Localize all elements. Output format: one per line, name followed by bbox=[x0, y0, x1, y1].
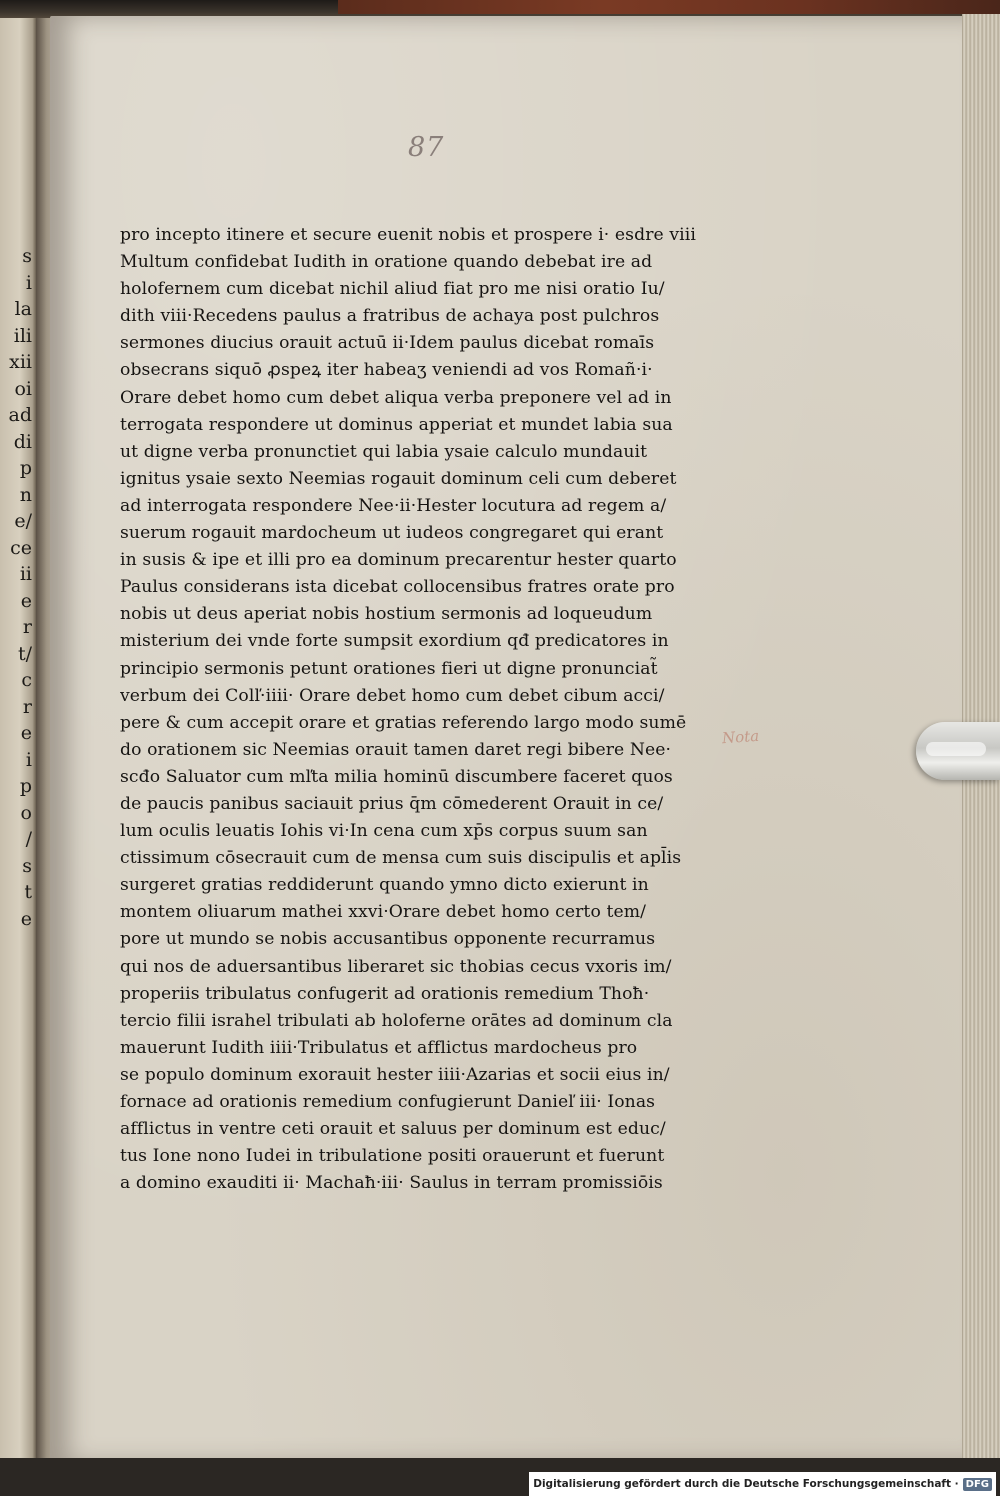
page-clip bbox=[916, 722, 1000, 780]
text-line: ctissimum cōsecrauit cum de mensa cum suis discipulis et apl̄is bbox=[120, 848, 682, 869]
text-line: a domino exauditi ii· Machaħ·iii· Saulus in terram promissiōis bbox=[120, 1173, 663, 1194]
text-line: fornace ad orationis remedium confugierunt Danieľ iii· Ionas bbox=[120, 1092, 656, 1112]
text-line: surgeret gratias reddiderunt quando ymno dicto exierunt in bbox=[120, 875, 649, 896]
left-margin-fragment: i bbox=[25, 748, 32, 771]
text-line: de paucis panibus saciauit prius q̄m cōmederent Orauit in ce/ bbox=[120, 793, 664, 814]
left-page-text-fragments bbox=[2, 243, 32, 932]
left-margin-fragment: ii bbox=[19, 563, 32, 585]
left-margin-fragment: n bbox=[19, 483, 32, 506]
text-line: nobis ut deus aperiat nobis hostium sermonis ad loqueudum bbox=[120, 604, 653, 625]
left-margin-fragment: ce bbox=[10, 536, 32, 559]
text-line: properiis tribulatus confugerit ad orationis remedium Thoħ· bbox=[120, 983, 650, 1004]
left-margin-fragment: e bbox=[20, 907, 32, 930]
text-line: ignitus ysaie sexto Neemias rogauit dominum celi cum deberet bbox=[120, 468, 677, 489]
left-margin-fragment: e/ bbox=[14, 510, 32, 532]
text-line: Multum confidebat Iudith in oratione quando debebat ire ad bbox=[120, 252, 653, 273]
left-margin-fragment: di bbox=[13, 430, 32, 453]
text-line: principio sermonis petunt orationes fieri ut digne pronunciat̃ bbox=[120, 658, 658, 679]
text-line: ut digne verba pronunctiet qui labia ysaie calculo mundauit bbox=[120, 441, 648, 462]
text-line: ad interrogata respondere Nee·ii·Hester locutura ad regem a/ bbox=[120, 495, 667, 516]
text-line: pro incepto itinere et secure euenit nobis et prospere i· esdre viii bbox=[120, 225, 696, 245]
funding-footer bbox=[529, 1472, 996, 1496]
text-line: in susis & ipe et illi pro ea dominum precarentur hester quarto bbox=[120, 550, 677, 571]
left-margin-fragment: e bbox=[20, 589, 32, 612]
left-margin-fragment: s bbox=[22, 245, 32, 267]
text-line: sermones diucius orauit actuū ii·Idem paulus dicebat romaīs bbox=[120, 333, 655, 354]
text-line: afflictus in ventre ceti orauit et saluus per dominum est educ/ bbox=[120, 1119, 666, 1140]
text-line: Orare debet homo cum debet aliqua verba preponere vel ad in bbox=[120, 387, 672, 408]
left-margin-fragment: xii bbox=[9, 351, 32, 373]
left-margin-fragment: t bbox=[24, 881, 32, 903]
footer-text: Digitalisierung gefördert durch die Deutsche Forschungsgemeinschaft · bbox=[533, 1478, 959, 1490]
left-margin-fragment: o bbox=[20, 801, 32, 824]
text-line: pere & cum accepit orare et gratias referendo largo modo sumē bbox=[120, 712, 687, 733]
text-line: tus Ione nono Iudei in tribulatione positi orauerunt et fuerunt bbox=[120, 1146, 665, 1167]
text-line: obsecrans siquō ꝓspeꝝ iter habeaʒ veniendi ad vos Romañ·i· bbox=[120, 360, 653, 381]
text-line: pore ut mundo se nobis accusantibus opponente recurramus bbox=[120, 929, 656, 950]
text-line: misterium dei vnde forte sumpsit exordium qđ predicatores in bbox=[120, 631, 669, 652]
text-line: tercio filii israhel tribulati ab holoferne orātes ad dominum cla bbox=[120, 1010, 673, 1031]
left-margin-fragment: p bbox=[19, 775, 32, 797]
left-margin-fragment: s bbox=[22, 854, 32, 877]
left-margin-fragment: e bbox=[20, 722, 32, 744]
left-margin-fragment: la bbox=[14, 298, 32, 320]
left-margin-fragment: ad bbox=[8, 404, 32, 426]
text-line: dith viii·Recedens paulus a fratribus de achaya post pulchros bbox=[120, 306, 660, 327]
text-line: holofernem cum dicebat nichil aliud fiat pro me nisi oratio Iu/ bbox=[120, 279, 665, 300]
dfg-logo: DFG bbox=[963, 1478, 992, 1491]
left-margin-fragment: ili bbox=[13, 324, 32, 347]
printed-text-block bbox=[120, 222, 700, 1197]
left-margin-fragment: r bbox=[22, 616, 32, 638]
text-line: se populo dominum exorauit hester iiii·Azarias et socii eius in/ bbox=[120, 1064, 670, 1085]
left-margin-fragment: t/ bbox=[17, 642, 32, 665]
text-line: verbum dei Colľ·iiii· Orare debet homo cum debet cibum acci/ bbox=[120, 685, 665, 706]
left-margin-fragment: oi bbox=[14, 377, 32, 400]
text-line: do orationem sic Neemias orauit tamen daret regi bibere Nee· bbox=[120, 739, 672, 760]
text-line: qui nos de aduersantibus liberaret sic thobias cecus vxoris im/ bbox=[120, 956, 672, 977]
text-line: terrogata respondere ut dominus apperiat et mundet labia sua bbox=[120, 414, 673, 435]
text-line: suerum rogauit mardocheum ut iudeos congregaret qui erant bbox=[120, 523, 664, 544]
left-page-remnant bbox=[0, 18, 36, 1458]
leather-cover-edge bbox=[338, 0, 1000, 14]
text-line: lum oculis leuatis Iohis vi·In cena cum xp̄s corpus suum san bbox=[120, 821, 648, 842]
handwritten-margin-note: Nota bbox=[721, 726, 760, 748]
text-line: Paulus considerans ista dicebat collocensibus fratres orate pro bbox=[120, 577, 675, 598]
text-line: montem oliuarum mathei xxvi·Orare debet homo certo tem/ bbox=[120, 902, 647, 923]
left-margin-fragment: / bbox=[25, 828, 32, 850]
left-margin-fragment: i bbox=[25, 271, 32, 294]
left-margin-fragment: p bbox=[19, 457, 32, 479]
text-line: scđo Saluator cum mľta milia hominū discumbere faceret quos bbox=[120, 766, 673, 787]
text-line: mauerunt Iudith iiii·Tribulatus et afflictus mardocheus pro bbox=[120, 1037, 638, 1058]
folio-number: 87 bbox=[408, 132, 445, 163]
left-margin-fragment: r bbox=[22, 695, 32, 718]
left-margin-fragment: c bbox=[21, 669, 32, 691]
